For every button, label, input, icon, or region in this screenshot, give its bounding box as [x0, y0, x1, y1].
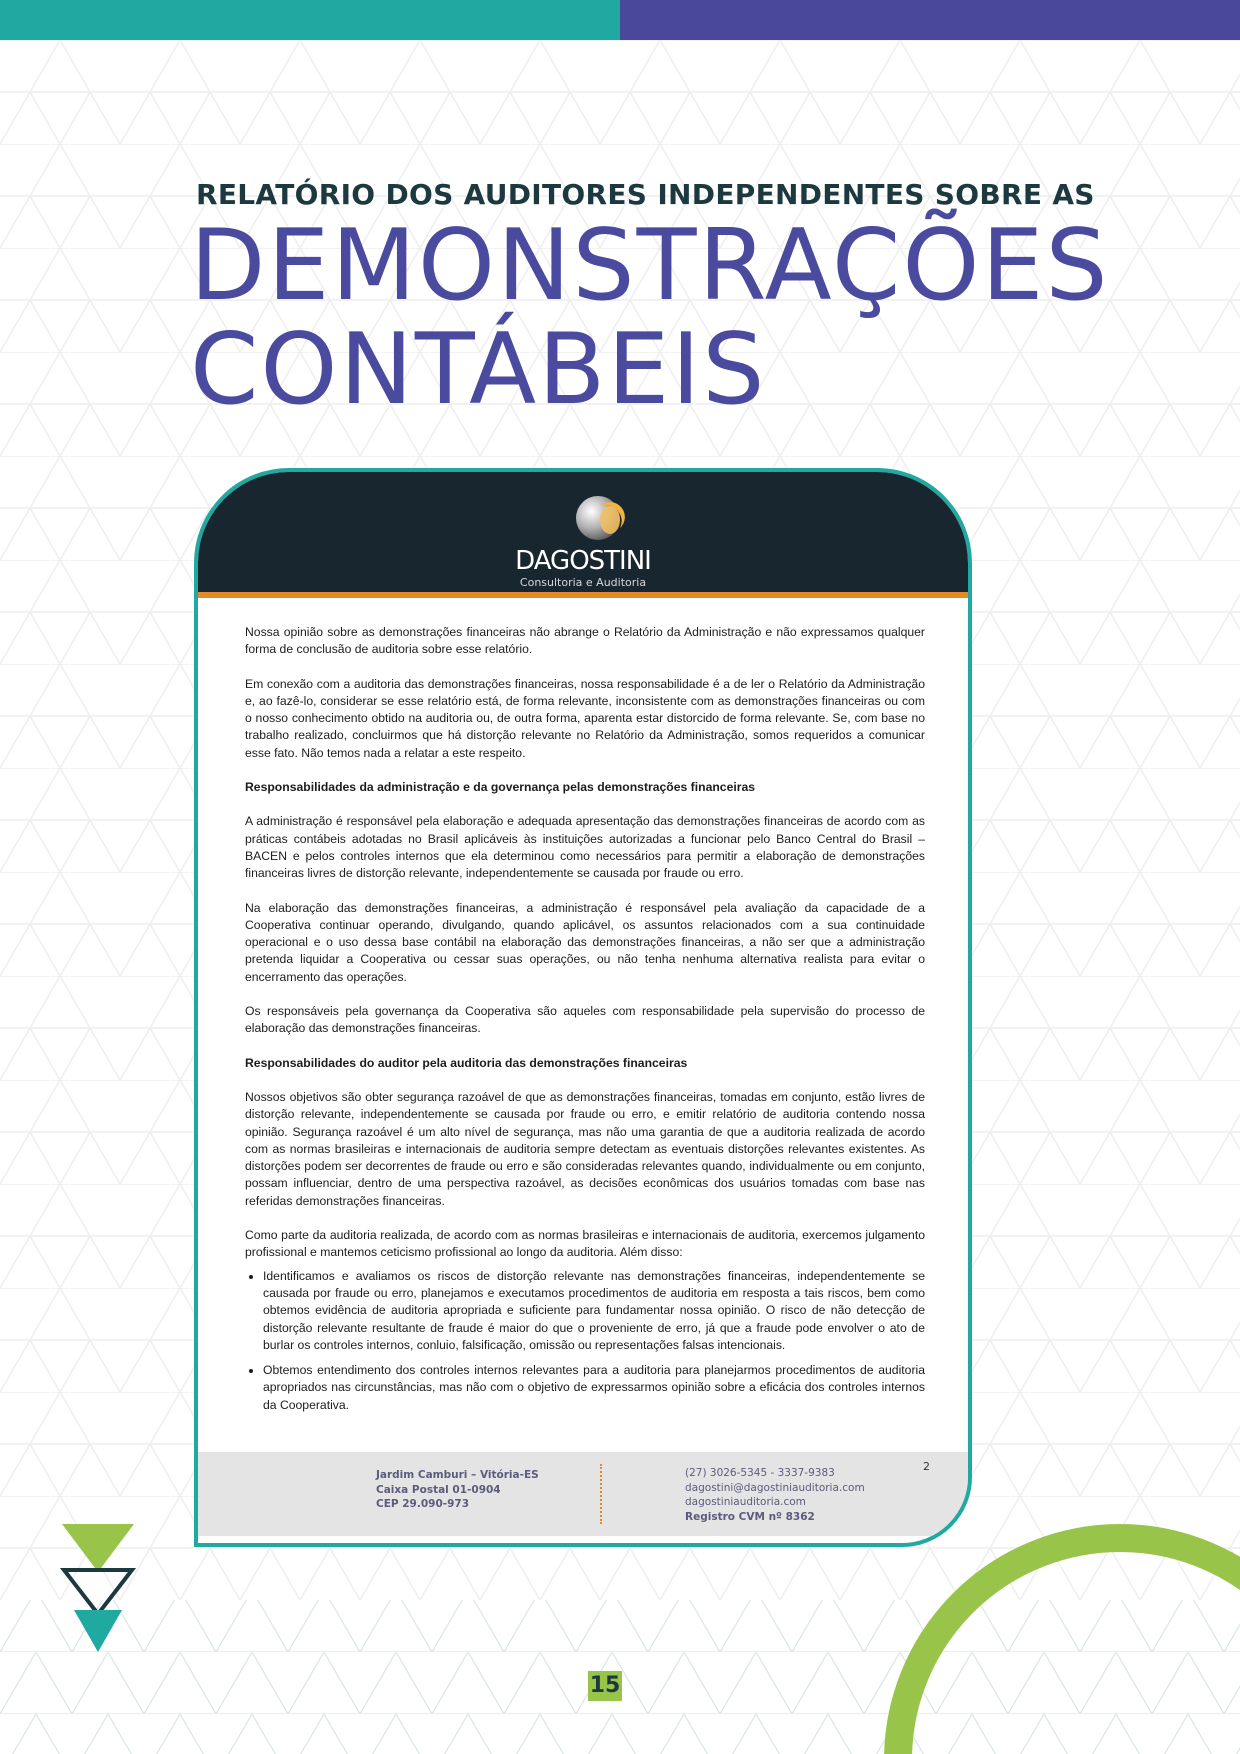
paragraph: Como parte da auditoria realizada, de acordo com as normas brasileiras e internacionais de auditoria, exercemos julgamento profissional e mantemos ceticismo profissional ao longo da auditoria. Além disso: [245, 1228, 925, 1260]
report-subtitle: RELATÓRIO DOS AUDITORES INDEPENDENTES SOBRE AS [196, 178, 1095, 211]
inner-page-number: 2 [923, 1460, 930, 1473]
paragraph: Em conexão com a auditoria das demonstrações financeiras, nossa responsabilidade é a de ler o Relatório da Administração e, ao fazê-lo, considerar se esse relatório está, de forma relevante, inconsistente com as demonstrações financeiras ou com o nosso conhecimento obtido na auditoria ou, de outra forma, aparenta estar distorcido de forma relevante. Se, com base no trabalho realizado, concluirmos que há distorção relevante no Relatório da Administração, somos requeridos a comunicar esse fato. Não temos nada a relatar a este respeito. [245, 676, 925, 760]
contact-site[interactable]: dagostiniauditoria.com [685, 1496, 806, 1508]
contact-email[interactable]: dagostini@dagostiniauditoria.com [685, 1481, 865, 1494]
top-color-bar [0, 0, 1240, 40]
paragraph: Nossos objetivos são obter segurança razoável de que as demonstrações financeiras, tomadas em conjunto, estão livres de distorção relevante, independentemente se causada por fraude ou erro, e emitir relatório de auditoria contendo nossa opinião. Segurança razoável é um alto nível de segurança, mas não uma garantia de que a auditoria realizada de acordo com as normas brasileiras e internacionais de auditoria sempre detectam as eventuais distorções relevantes existentes. As distorções podem ser decorrentes de fraude ou erro e são consideradas relevantes quando, individualmente ou em conjunto, possam influenciar, dentro de uma perspectiva razoável, as decisões econômicas dos usuários tomadas com base nas referidas demonstrações financeiras. [245, 1089, 925, 1208]
paragraph: A administração é responsável pela elaboração e adequada apresentação das demonstrações financeiras de acordo com as práticas contábeis adotadas no Brasil aplicáveis às instituições autorizadas a funcionar pelo Banco Central do Brasil – BACEN e pelos controles internos que ela determinou como necessários para permitir a elaboração de demonstrações financeiras livres de distorção relevante, independentemente se causada por fraude ou erro. [245, 814, 925, 881]
section-heading: Responsabilidades do auditor pela auditoria das demonstrações financeiras [245, 1055, 688, 1070]
address-line: Caixa Postal 01-0904 [376, 1483, 501, 1496]
dagostini-logo-icon [574, 492, 626, 544]
footer-divider [600, 1464, 602, 1524]
page-number: 15 [588, 1671, 622, 1701]
header-orange-stripe [198, 592, 968, 598]
audit-report-card [194, 468, 972, 1547]
footer-address [376, 1468, 539, 1512]
logo-tagline: Consultoria e Auditoria [519, 576, 647, 589]
paragraph: Na elaboração das demonstrações financeiras, a administração é responsável pela avaliação da capacidade de a Cooperativa continuar operando, divulgando, quando aplicável, os assuntos relacionados com a sua continuidade operacional e o uso dessa base contábil na elaboração das demonstrações financeiras, a não ser que a administração pretenda liquidar a Cooperativa ou cessar suas operações, ou não tenha nenhuma alternativa realista para evitar o encerramento das operações. [245, 900, 925, 984]
auditor-header [198, 472, 968, 592]
cvm-registry: Registro CVM nº 8362 [685, 1510, 815, 1523]
report-title-line-2: CONTÁBEIS [190, 313, 767, 427]
decorative-arc [880, 1520, 1240, 1754]
list-item: • Obtemos entendimento dos controles internos relevantes para a auditoria para planejarmos procedimentos de auditoria apropriados nas circunstâncias, mas não com o objetivo de expressarmos opinião sobre a eficácia dos controles internos da Cooperativa. [263, 1362, 925, 1414]
report-title [190, 209, 1110, 427]
auditor-footer [198, 1452, 968, 1536]
top-bar-purple [620, 0, 1240, 40]
contact-phone: (27) 3026-5345 - 3337-9383 [685, 1467, 835, 1479]
address-line: CEP 29.090-973 [376, 1498, 470, 1510]
logo-name: DAGOSTINI [515, 546, 651, 576]
report-title-line-1: DEMONSTRAÇÕES [190, 209, 1110, 323]
address-line: Jardim Camburi – Vitória-ES [376, 1469, 539, 1481]
top-bar-teal [0, 0, 620, 40]
bullet-list [245, 1268, 925, 1414]
list-item: • Identificamos e avaliamos os riscos de distorção relevante nas demonstrações financeiras, independentemente se causada por fraude ou erro, planejamos e executamos procedimentos de auditoria em resposta a tais riscos, bem como obtemos evidência de auditoria apropriada e suficiente para fundamentar nossa opinião. O risco de não detecção de distorção relevante resultante de fraude é maior do que o proveniente de erro, já que a fraude pode envolver o ato de burlar os controles internos, conluio, falsificação, omissão ou representações falsas intencionais. [263, 1268, 925, 1354]
decorative-triangles-icon [60, 1522, 146, 1654]
report-body [245, 624, 925, 1422]
paragraph: Nossa opinião sobre as demonstrações financeiras não abrange o Relatório da Administração e não expressamos qualquer forma de conclusão de auditoria sobre esse relatório. [245, 625, 925, 657]
footer-contact [685, 1466, 865, 1524]
paragraph: Os responsáveis pela governança da Cooperativa são aqueles com responsabilidade pela supervisão do processo de elaboração das demonstrações financeiras. [245, 1004, 925, 1036]
section-heading: Responsabilidades da administração e da governança pelas demonstrações financeiras [245, 780, 756, 795]
